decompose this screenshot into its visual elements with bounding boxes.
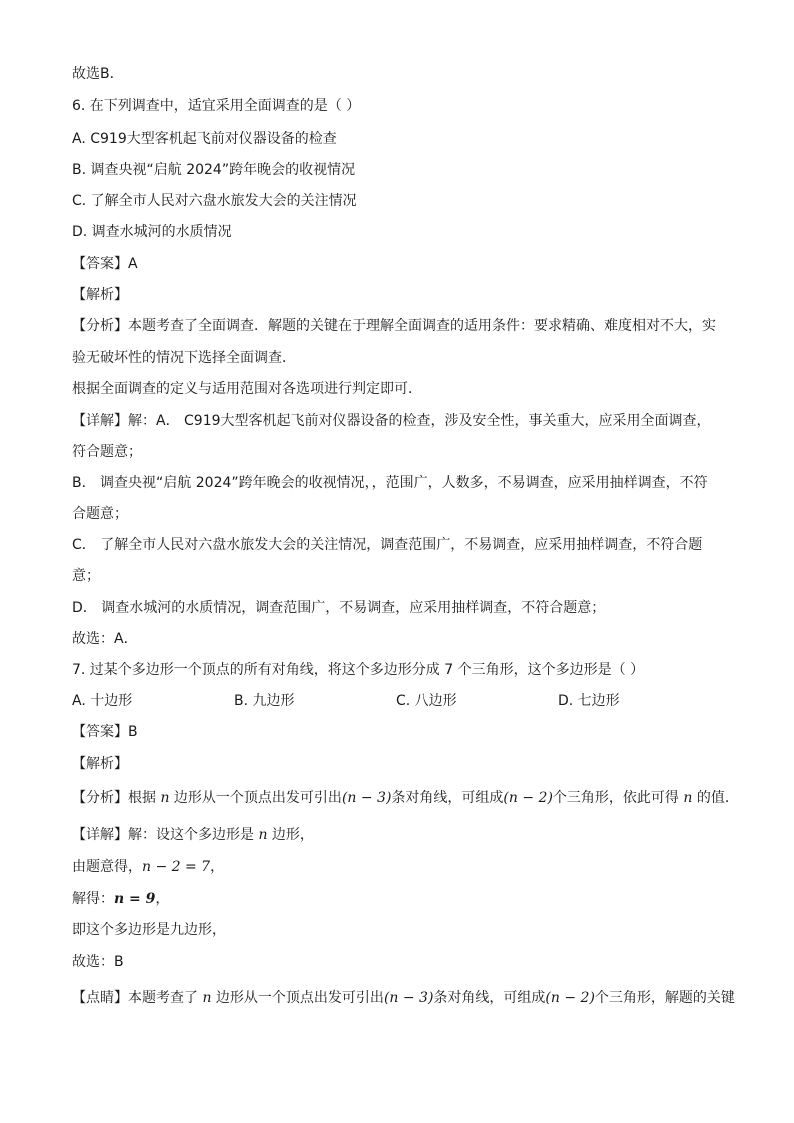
text-span: 边形从一个顶点出发可引出 (211, 990, 384, 1006)
analysis-label: 【解析】 (72, 287, 128, 303)
math-solution: n = 9 (114, 891, 156, 907)
math-equation: n − 2 = 7 (142, 859, 211, 875)
text-span: 个三角形，依此可得 (552, 790, 684, 806)
text-span: ， (210, 859, 225, 875)
option-b: B. 调查央视“启航 2024”跨年晚会的收视情况 (72, 162, 356, 178)
detail-text: 【详解】解：A． C919大型客机起飞前对仪器设备的检查，涉及安全性，事关重大，应采用全面调查， (72, 413, 711, 429)
equation-line (72, 857, 224, 877)
detail-text: B． 调查央视“启航 2024”跨年晚会的收视情况，，范围广，人数多，不易调查，应采用抽样调查，不符 (72, 475, 708, 491)
choose-text: 故选：B (72, 954, 124, 970)
solve-line (72, 889, 169, 909)
comment-line (72, 988, 735, 1008)
answer-label: 【答案】A (72, 256, 138, 272)
math-var: n (160, 790, 170, 806)
text-span: 由题意得， (72, 859, 142, 875)
text-span: 边形， (267, 827, 314, 843)
answer-label: 【答案】B (72, 724, 138, 740)
analysis-formula-line (72, 788, 739, 808)
detail-line (72, 825, 314, 845)
detail-text: 合题意； (72, 506, 128, 522)
text-span: 个三角形，解题的关键 (594, 990, 735, 1006)
detail-text: 意； (72, 568, 100, 584)
choose-text: 故选：A． (72, 631, 138, 647)
math-var: n (202, 990, 212, 1006)
text-span: 【分析】根据 (72, 790, 161, 806)
math-expression: (n − 3) (383, 990, 434, 1006)
q7-option-b: B. 九边形 (234, 693, 295, 709)
analysis-text: 验无破坏性的情况下选择全面调查． (72, 350, 296, 366)
analysis-text: 根据全面调查的定义与适用范围对各选项进行判定即可． (72, 381, 422, 397)
q7-option-c: C. 八边形 (396, 693, 457, 709)
math-expression: (n − 2) (545, 990, 595, 1006)
question-7: 7. 过某个多边形一个顶点的所有对角线，将这个多边形分成 7 个三角形，这个多边形是（ ） (72, 662, 645, 678)
option-d: D. 调查水城河的水质情况 (72, 224, 232, 240)
text-span: 解得： (72, 891, 114, 907)
text-span: 的值． (692, 790, 739, 806)
math-var: n (683, 790, 693, 806)
text-span: 条对角线，可组成 (433, 990, 546, 1006)
question-6: 6. 在下列调查中，适宜采用全面调查的是（ ） (72, 98, 361, 114)
detail-text: D． 调查水城河的水质情况，调查范围广，不易调查，应采用抽样调查，不符合题意； (72, 600, 606, 616)
text-span: 条对角线，可组成 (391, 790, 504, 806)
option-c: C. 了解全市人民对六盘水旅发大会的关注情况 (72, 193, 357, 209)
text-span: 【详解】解：设这个多边形是 (72, 827, 259, 843)
text-line: 故选B． (72, 66, 124, 82)
text-span: 边形从一个顶点出发可引出 (169, 790, 342, 806)
analysis-label: 【解析】 (72, 756, 128, 772)
math-expression: (n − 2) (503, 790, 553, 806)
math-var: n (258, 827, 268, 843)
q7-option-a: A. 十边形 (72, 693, 133, 709)
q7-option-d: D. 七边形 (558, 693, 620, 709)
option-a: A. C919大型客机起飞前对仪器设备的检查 (72, 131, 337, 147)
detail-text: C． 了解全市人民对六盘水旅发大会的关注情况，调查范围广，不易调查，应采用抽样调查，不符合题 (72, 537, 703, 553)
math-expression: (n − 3) (341, 790, 392, 806)
analysis-text: 【分析】本题考查了全面调查．解题的关键在于理解全面调查的适用条件：要求精确、难度相对不大，实 (72, 318, 716, 334)
conclusion-line: 即这个多边形是九边形， (72, 922, 226, 938)
detail-text: 符合题意； (72, 444, 142, 460)
text-span: ， (155, 891, 170, 907)
text-span: 【点睛】本题考查了 (72, 990, 203, 1006)
